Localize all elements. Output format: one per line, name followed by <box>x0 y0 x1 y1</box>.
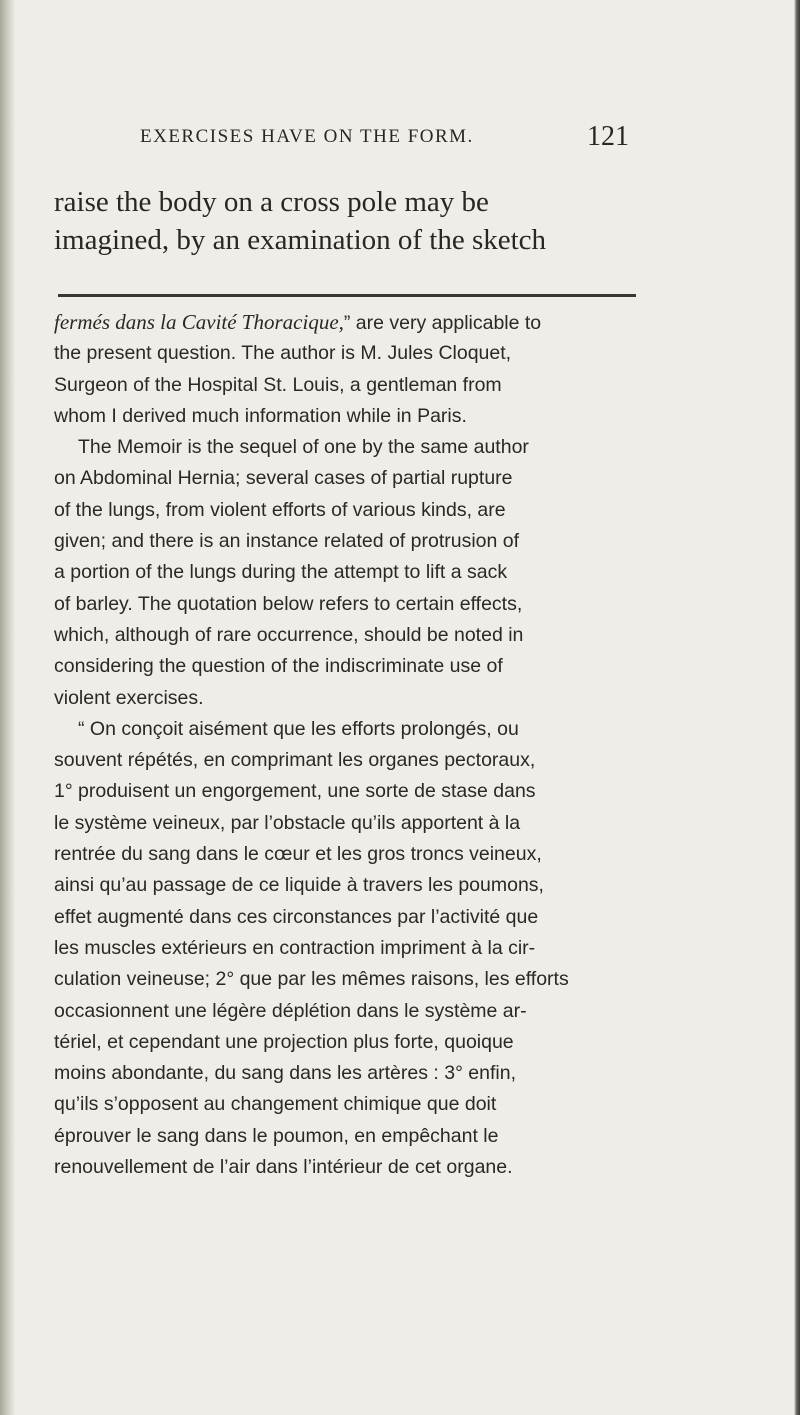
page-number: 121 <box>587 121 629 152</box>
footnote-line: culation veineuse; 2° que par les mêmes raisons, les efforts <box>54 968 569 991</box>
footnote-line: qu’ils s’opposent au changement chimique que doit <box>54 1093 497 1116</box>
footnote-line: éprouver le sang dans le poumon, en empêchant le <box>54 1124 499 1147</box>
footnote-line: which, although of rare occurrence, should be noted in <box>54 623 524 646</box>
main-text <box>54 183 654 259</box>
footnote-line: given; and there is an instance related of protrusion of <box>54 530 520 553</box>
footnote-line: violent exercises. <box>54 686 204 709</box>
footnote-line <box>54 307 674 338</box>
footnote <box>54 307 674 1183</box>
footnote-line: les muscles extérieurs en contraction impriment à la cir- <box>54 936 536 959</box>
binding-edge <box>0 0 16 1415</box>
footnote-line: rentrée du sang dans le cœur et les gros troncs veineux, <box>54 843 542 866</box>
footnote-line: the present question. The author is M. Jules Cloquet, <box>54 342 512 365</box>
footnote-line: considering the question of the indiscriminate use of <box>54 655 503 678</box>
footnote-line: Surgeon of the Hospital St. Louis, a gentleman from <box>54 373 502 396</box>
footnote-line-rest: ” are very applicable to <box>343 312 542 334</box>
main-text-line: imagined, by an examination of the sketch <box>54 224 547 256</box>
footnote-rule <box>58 294 636 297</box>
footnote-line: souvent répétés, en comprimant les organes pectoraux, <box>54 749 536 772</box>
footnote-line: of the lungs, from violent efforts of various kinds, are <box>54 498 506 521</box>
footnote-line: tériel, et cependant une projection plus forte, quoique <box>54 1030 514 1053</box>
footnote-line: effet augmenté dans ces circonstances par l’activité que <box>54 905 539 928</box>
footnote-line: ainsi qu’au passage de ce liquide à travers les poumons, <box>54 874 544 897</box>
footnote-line: 1° produisent un engorgement, une sorte de stase dans <box>54 780 536 803</box>
footnote-line: renouvellement de l’air dans l’intérieur de cet organe. <box>54 1156 513 1179</box>
footnote-line: on Abdominal Hernia; several cases of partial rupture <box>54 467 513 490</box>
page-edge <box>794 0 800 1415</box>
main-text-line: raise the body on a cross pole may be <box>54 186 489 218</box>
footnote-line: The Memoir is the sequel of one by the same author <box>78 436 529 459</box>
footnote-line: moins abondante, du sang dans les artères : 3° enfin, <box>54 1062 517 1085</box>
footnote-line: le système veineux, par l’obstacle qu’ils apportent à la <box>54 811 521 834</box>
footnote-line: “ On conçoit aisément que les efforts prolongés, ou <box>78 717 519 740</box>
footnote-line: occasionnent une légère déplétion dans le système ar- <box>54 999 527 1022</box>
running-head: EXERCISES HAVE ON THE FORM. <box>140 126 474 147</box>
footnote-italic-title: fermés dans la Cavité Thoracique, <box>54 310 344 334</box>
footnote-line: a portion of the lungs during the attempt to lift a sack <box>54 561 508 584</box>
footnote-line: of barley. The quotation below refers to certain effects, <box>54 592 523 615</box>
footnote-line: whom I derived much information while in Paris. <box>54 404 467 427</box>
